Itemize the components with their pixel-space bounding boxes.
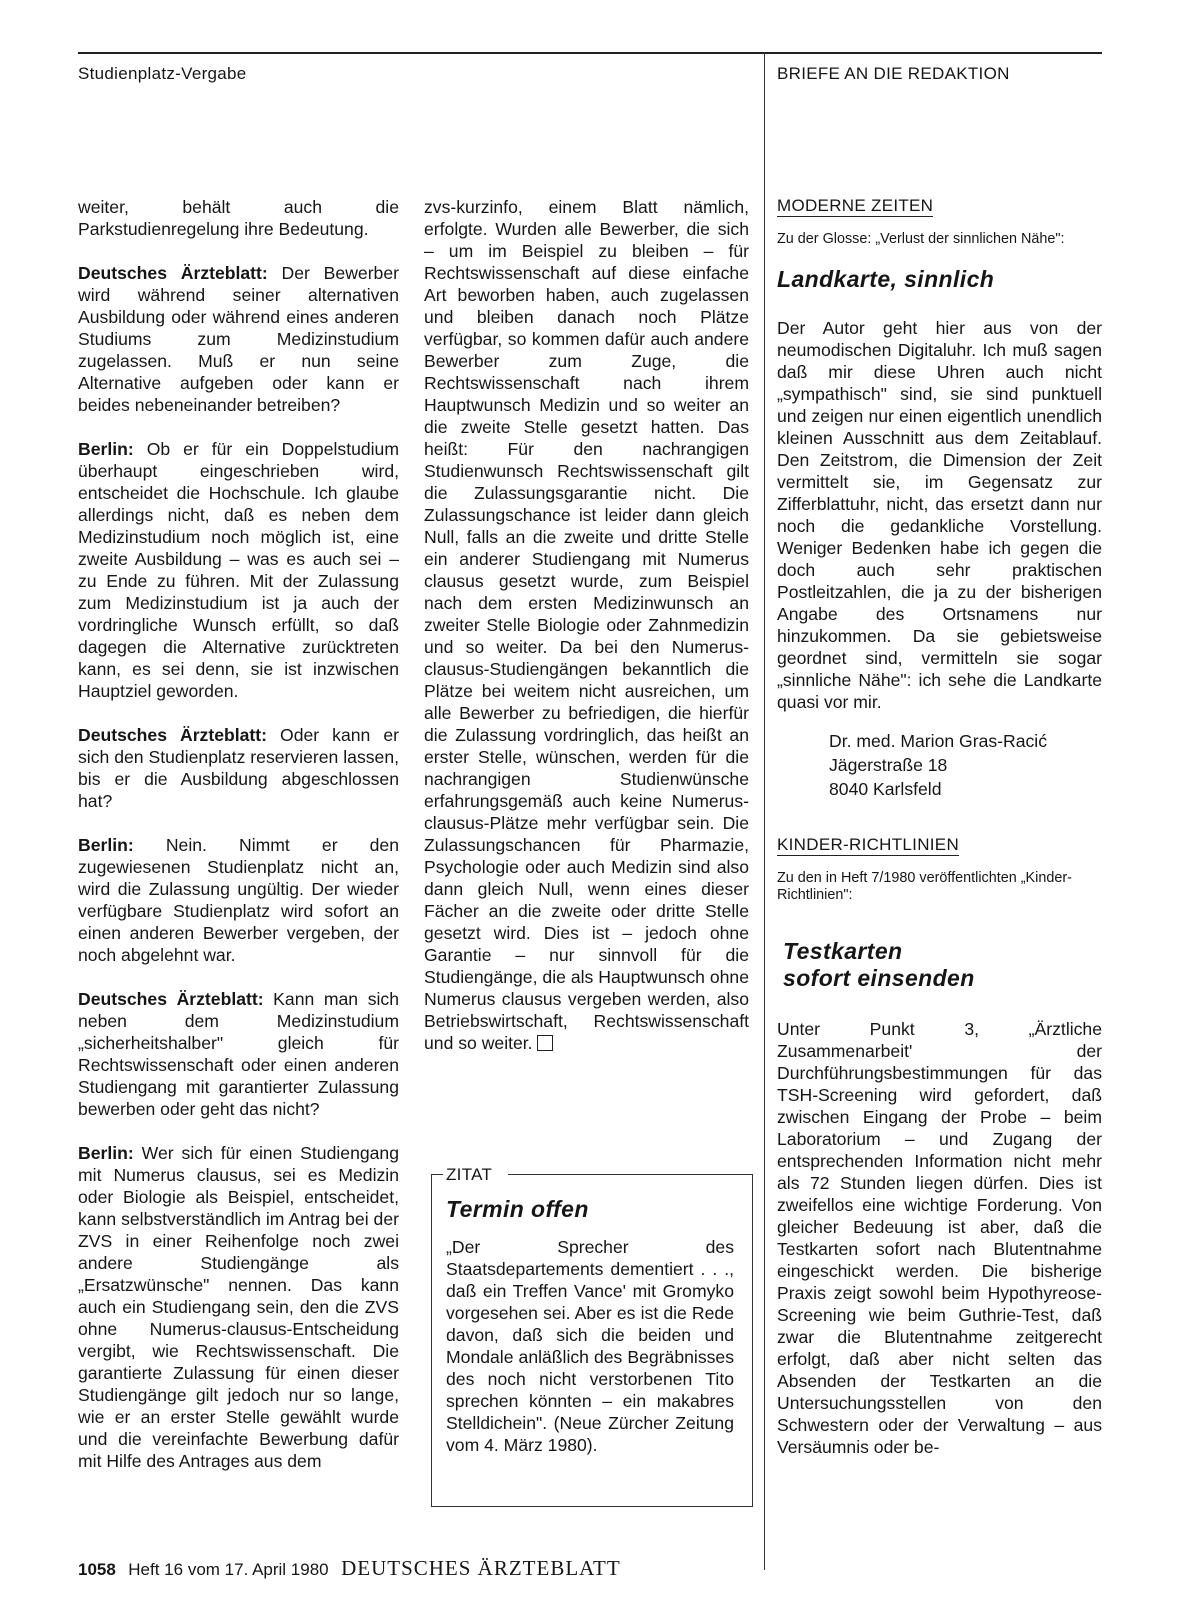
paragraph: Berlin: Nein. Nimmt er den zugewiesenen Studienplatz nicht an, wird die Zulassung ungültig. Der wieder verfügbare Studienplatz wird sofort an einen anderen Bewerber vergeben, der noch abgelehnt war. — [78, 835, 399, 965]
end-mark-icon — [537, 1035, 553, 1051]
speaker-label: Deutsches Ärzteblatt: — [78, 263, 268, 283]
section-intro: Zu den in Heft 7/1980 veröffentlichten „Kinder-Richtlinien": — [777, 870, 1072, 903]
section-title: KINDER-RICHTLINIEN — [777, 835, 960, 854]
paragraph: Deutsches Ärzteblatt: Kann man sich neben dem Medizinstudium „sicherheitshalber" gleich für Rechtswissenschaft oder einen anderen Studiengang mit garantierter Zulassung bewerben oder geht das nicht? — [78, 989, 399, 1119]
page-number: 1058 — [78, 1560, 116, 1579]
paragraph: Deutsches Ärzteblatt: Der Bewerber wird während seiner alternativen Ausbildung oder während eines anderen Studiums zum Medizinstudium zugelassen. Muß er nun seine Alternative aufgeben oder kann er beides nebeneinander betreiben? — [78, 263, 399, 415]
paragraph: Berlin: Wer sich für einen Studiengang mit Numerus clausus, sei es Medizin oder Biologie als Beispiel, entscheidet, kann selbstverständlich im Antrag bei der ZVS in einer Reihenfolge noch zwei andere Studiengänge als „Ersatzwünsche" nennen. Das kann auch ein Studiengang sein, den die ZVS ohne Numerus-clausus-Entscheidung vergibt, wie Rechtswissenschaft. Die garantierte Zulassung für einen dieser Studiengänge gilt jedoch nur so lange, wie er an erster Stelle gewählt wurde und die vereinfachte Bewerbung dafür mit Hilfe des Antrages aus dem — [78, 1143, 399, 1471]
speaker-label: Berlin: — [78, 835, 134, 855]
paragraph: Deutsches Ärzteblatt: Oder kann er sich den Studienplatz reservieren lassen, bis er die Ausbildung abgeschlossen hat? — [78, 725, 399, 811]
paragraph: Berlin: Ob er für ein Doppelstudium überhaupt eingeschrieben wird, entscheidet die Hochschule. Ich glaube allerdings nicht, daß es neben dem Medizinstudium noch möglich ist, eine zweite Ausbildung – was es auch sei – zu Ende zu führen. Mit der Zulassung zum Medizinstudium ist ja auch der vordringliche Wunsch erfüllt, so daß dagegen die Alternative zurücktreten kann, es sei denn, sie ist inzwischen Hauptziel geworden. — [78, 439, 399, 701]
column-3 — [777, 196, 1102, 1458]
column-1 — [78, 196, 399, 1472]
speaker-label: Berlin: — [78, 439, 134, 459]
top-rule — [78, 52, 1102, 54]
footer — [78, 1556, 621, 1581]
quote-label: ZITAT — [446, 1165, 493, 1184]
quote-text: „Der Sprecher des Staatsdepartements dementiert . . ., daß ein Treffen Vance' mit Gromyko vorgesehen sei. Aber es ist die Rede davon, daß sich die beiden und Mondale anläßlich des Begräbnisses des noch nicht verstorbenen Tito sprechen könnten – ein makabres Stelldichein". (Neue Zürcher Zeitung vom 4. März 1980). — [446, 1237, 734, 1455]
section-title: MODERNE ZEITEN — [777, 196, 934, 215]
signature-name: Dr. med. Marion Gras-Racić — [829, 731, 1048, 751]
speaker-label: Berlin: — [78, 1143, 134, 1163]
signature-street: Jägerstraße 18 — [829, 755, 948, 775]
letter-headline: Testkarten sofort einsenden — [783, 938, 975, 991]
paragraph: zvs-kurzinfo, einem Blatt nämlich, erfolgte. Wurden alle Bewerber, die sich – um im Beispiel zu bleiben – für Rechtswissenschaft auf diese einfache Art beworben haben, auch zugelassen und bleiben danach noch Plätze verfügbar, so kommen dafür auch andere Bewerber zum Zuge, die Rechtswissenschaft nach ihrem Hauptwunsch Medizin und so weiter an die zweite Stelle gesetzt hatten. Das heißt: Für den nachrangigen Studienwunsch Rechtswissenschaft gilt die Zulassungsgarantie nicht. Die Zulassungschance ist leider dann gleich Null, falls an die zweite und dritte Stelle ein anderer Studiengang mit Numerus clausus gesetzt wurde, zum Beispiel nach dem ersten Medizinwunsch an zweiter Stelle Biologie oder Zahnmedizin und so weiter. Da bei den Numerus-clausus-Studiengängen bekanntlich die Plätze bei weitem nicht ausreichen, um alle Bewerber zu befriedigen, die hierfür die Zulassung vordringlich, das heißt an erster Stelle, wünschen, werden für die nachrangigen Studienwünsche erfahrungsgemäß auch keine Numerus-clausus-Plätze mehr verfügbar sein. Die Zulassungschancen für Pharmazie, Psychologie oder auch Medizin sind also dann gleich Null, wenn eines dieser Fächer an die zweite oder dritte Stelle gesetzt wird. Dies ist – jedoch ohne Garantie – nur sinnvoll für die Studiengänge, die als Hauptwunsch ohne Numerus clausus vergeben werden, also Betriebswirtschaft, Rechtswissenschaft und so weiter. — [424, 197, 749, 1053]
letter-headline: Landkarte, sinnlich — [777, 266, 995, 292]
signature — [777, 729, 1102, 801]
journal-name: DEUTSCHES ÄRZTEBLATT — [341, 1556, 621, 1580]
speaker-label: Deutsches Ärzteblatt: — [78, 989, 264, 1009]
quote-headline: Termin offen — [446, 1196, 589, 1222]
letter-body: Unter Punkt 3, „Ärztliche Zusammenarbeit' der Durchführungsbestimmungen für das TSH-Screening wird gefordert, daß zwischen Eingang der Probe – beim Laboratorium – und Zugang der entsprechenden Information nicht mehr als 72 Stunden liegen dürfen. Dies ist zweifellos eine wichtige Forderung. Von gleicher Bedeuung ist aber, daß die Testkarten sofort nach Blutentnahme eingeschickt werden. Die bisherige Praxis zeigt sowohl beim Hypothyreose-Screening wie beim Guthrie-Test, daß zwar die Blutentnahme zeitgerecht erfolgt, daß aber nicht selten das Absenden der Testkarten an die Untersuchungsstellen von den Schwestern oder der Verwaltung – aus Versäumnis oder be- — [777, 1019, 1102, 1457]
letter-body: Der Autor geht hier aus von der neumodischen Digitaluhr. Ich muß sagen daß mir diese Uhren auch nicht „sympathisch" sind, sie sind punktuell und zeigen nur einen eigentlich unendlich kleinen Ausschnitt aus dem Zeitablauf. Den Zeitstrom, die Dimension der Zeit vermittelt sie, im Gegensatz zur Zifferblattuhr, nicht, das ersetzt dann nur noch die gedankliche Vorstellung. Weniger Bedenken habe ich gegen die doch auch sehr praktischen Postleitzahlen, die ja zu der bisherigen Angabe des Ortsnamens nur hinzukommen. Da sie gebietsweise geordnet sind, vermitteln sie sogar „sinnliche Nähe": ich sehe die Landkarte quasi vor mir. — [777, 318, 1102, 712]
issue-info: Heft 16 vom 17. April 1980 — [128, 1560, 329, 1579]
running-head-left: Studienplatz-Vergabe — [78, 64, 247, 83]
column-2 — [424, 196, 749, 1054]
signature-city: 8040 Karlsfeld — [829, 779, 942, 799]
speaker-label: Deutsches Ärzteblatt: — [78, 725, 267, 745]
section-intro: Zu der Glosse: „Verlust der sinnlichen Nähe": — [777, 231, 1065, 247]
column-divider — [764, 52, 765, 1570]
paragraph: weiter, behält auch die Parkstudienregelung ihre Bedeutung. — [78, 197, 399, 239]
running-head-right: BRIEFE AN DIE REDAKTION — [777, 64, 1010, 83]
